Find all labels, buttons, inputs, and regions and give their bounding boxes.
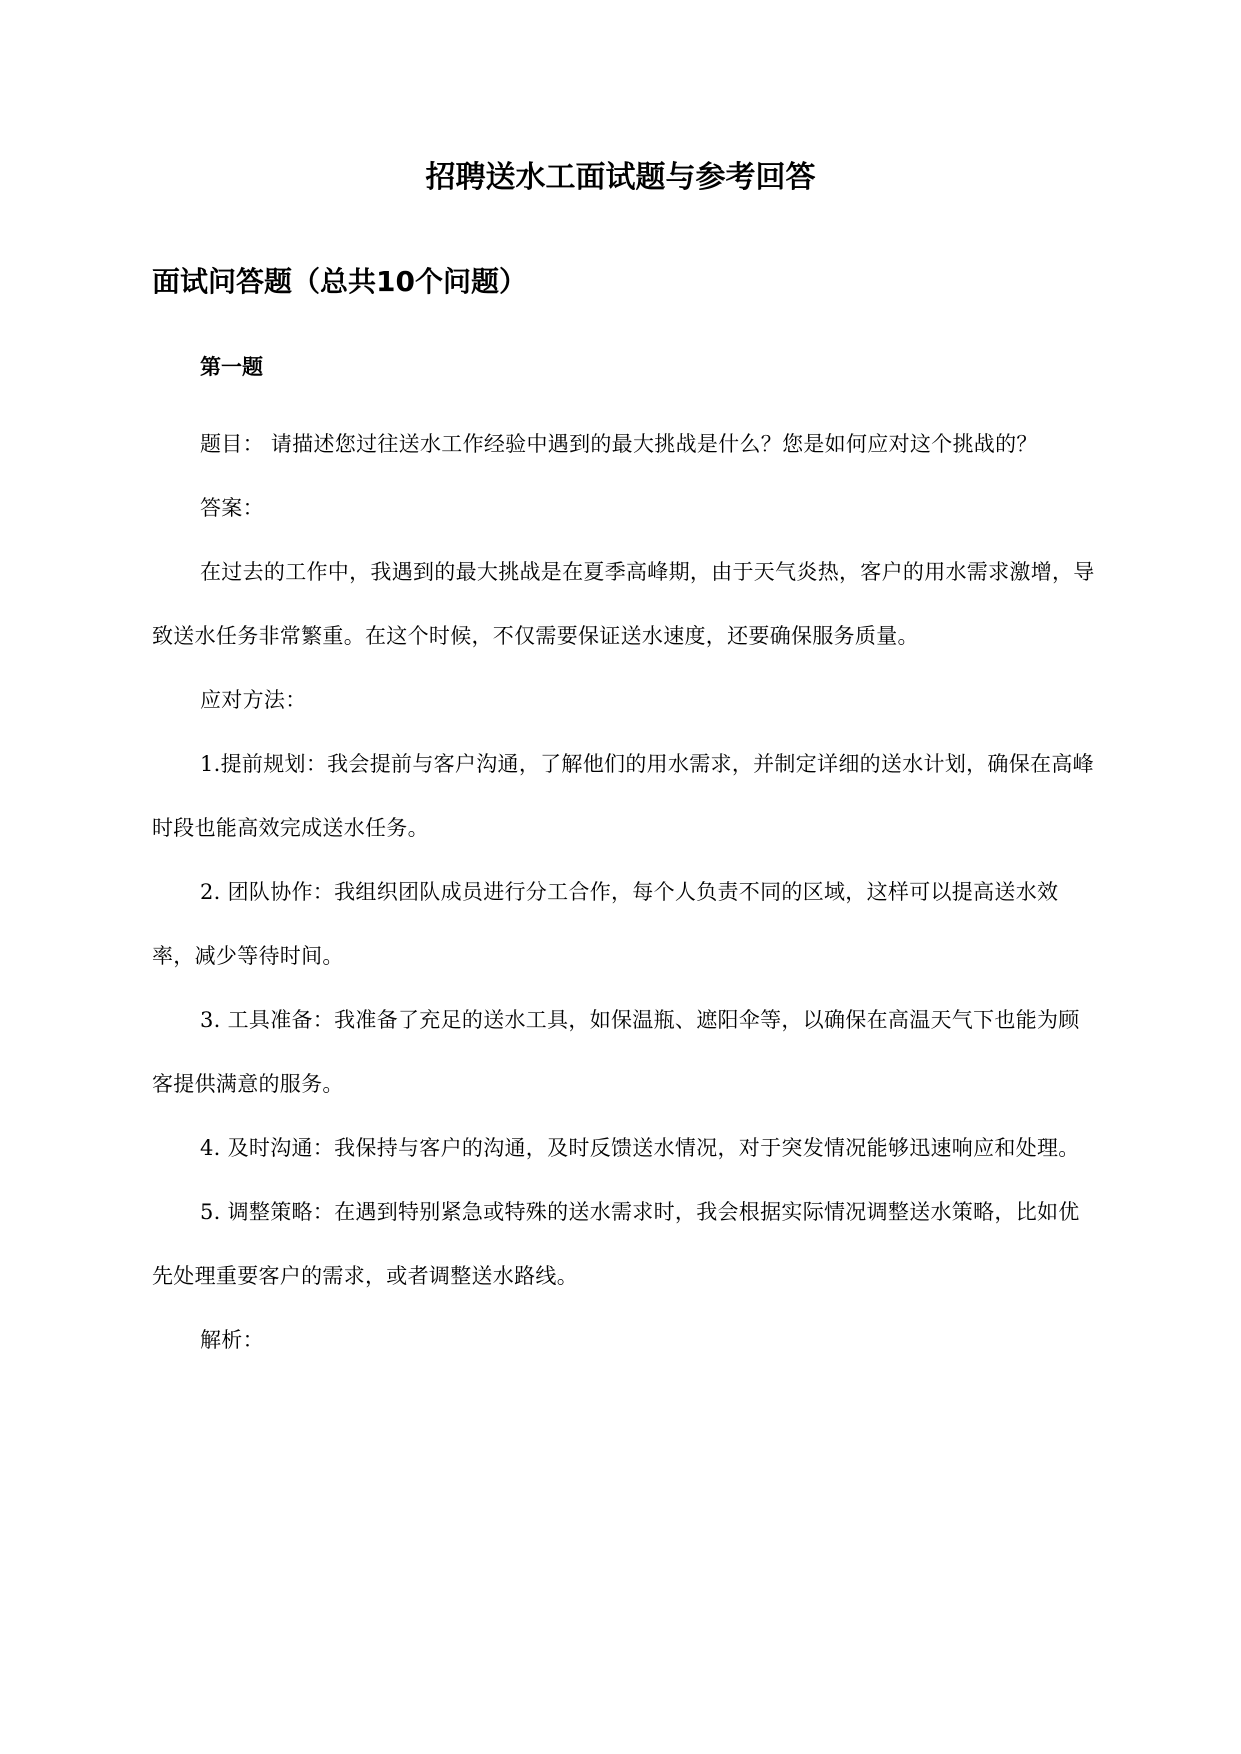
method-item: 1.提前规划：我会提前与客户沟通，了解他们的用水需求，并制定详细的送水计划，确保在高峰时段也能高效完成送水任务。 xyxy=(152,752,1094,840)
question-1-block xyxy=(152,350,1096,1372)
section-heading: 面试问答题（总共10个问题） xyxy=(152,265,527,298)
method-item: 3. 工具准备：我准备了充足的送水工具，如保温瓶、遮阳伞等，以确保在高温天气下也能为顾客提供满意的服务。 xyxy=(152,1008,1080,1096)
question-text: 题目： 请描述您过往送水工作经验中遇到的最大挑战是什么？您是如何应对这个挑战的？ xyxy=(200,432,1038,456)
answer-text: 在过去的工作中，我遇到的最大挑战是在夏季高峰期，由于天气炎热，客户的用水需求激增，导致送水任务非常繁重。在这个时候，不仅需要保证送水速度，还要确保服务质量。 xyxy=(152,560,1095,648)
method-item: 4. 及时沟通：我保持与客户的沟通，及时反馈送水情况，对于突发情况能够迅速响应和处理。 xyxy=(200,1136,1080,1160)
question-heading: 第一题 xyxy=(200,355,263,379)
answer-label: 答案： xyxy=(200,496,264,520)
document-title: 招聘送水工面试题与参考回答 xyxy=(425,160,816,195)
method-item: 2. 团队协作：我组织团队成员进行分工合作，每个人负责不同的区域，这样可以提高送水效率，减少等待时间。 xyxy=(152,880,1059,968)
method-item: 5. 调整策略：在遇到特别紧急或特殊的送水需求时，我会根据实际情况调整送水策略，比如优先处理重要客户的需求，或者调整送水路线。 xyxy=(152,1200,1080,1288)
analysis-label: 解析： xyxy=(200,1328,264,1352)
methods-label: 应对方法： xyxy=(200,688,307,712)
